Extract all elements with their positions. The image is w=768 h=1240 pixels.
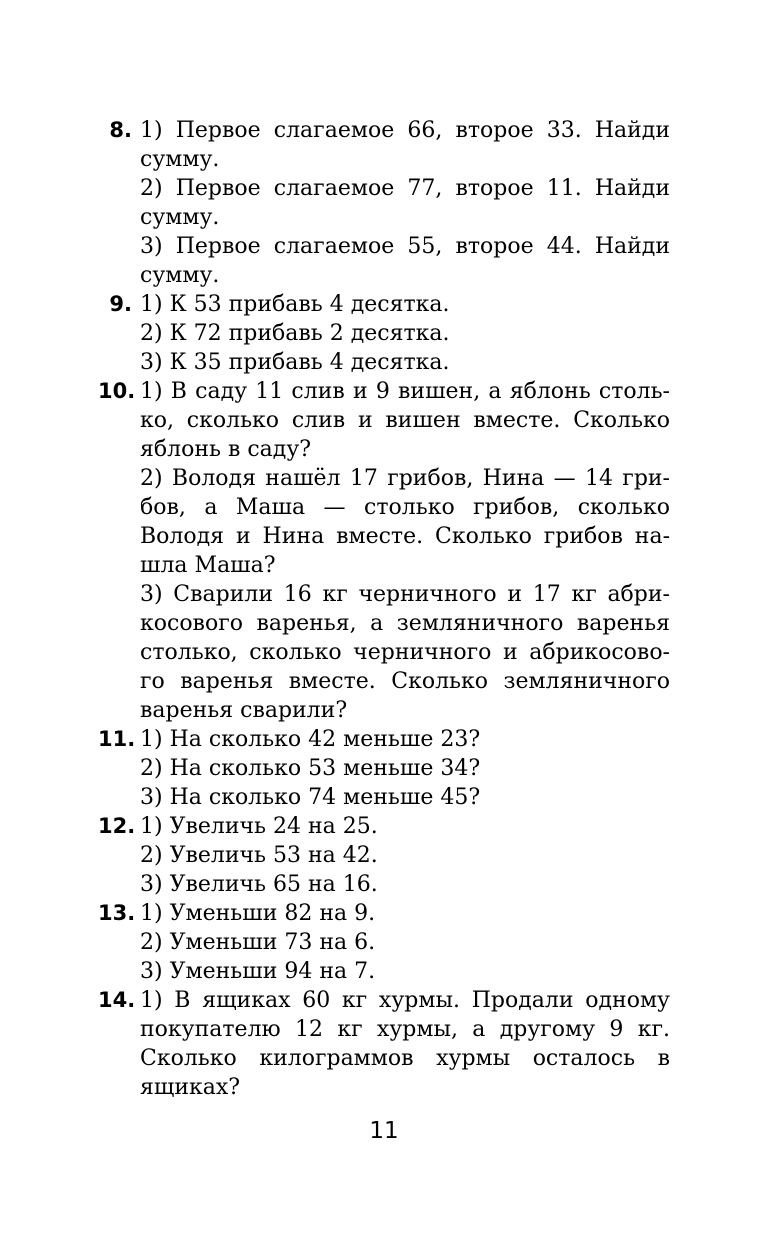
text-line: 2) Первое слагаемое 77, второе 11. Найди (140, 176, 670, 201)
problem-number: 9. (109, 292, 132, 316)
problem-part (140, 783, 670, 812)
text-line: 3) Уменьши 94 на 7. (140, 959, 376, 984)
problem-part (140, 754, 670, 783)
problem-number: 10. (98, 379, 136, 403)
text-line: покупателю 12 кг хурмы, а другому 9 кг. (140, 1017, 670, 1042)
text-line: ко, сколько слив и вишен вместе. Сколько (140, 408, 670, 433)
text-line: косового варенья, а земляничного варенья (140, 611, 670, 636)
text-line: го варенья вместе. Сколько земляничного (140, 669, 670, 694)
text-line: 3) Первое слагаемое 55, второе 44. Найди (140, 234, 670, 259)
problem-part (140, 464, 670, 580)
text-line: 1) В ящиках 60 кг хурмы. Продали одному (140, 988, 670, 1013)
text-line: 1) Уменьши 82 на 9. (140, 901, 376, 926)
problem-part (140, 812, 670, 841)
problem-part (140, 580, 670, 725)
problem-part (140, 348, 670, 377)
problem-number: 13. (98, 901, 136, 925)
text-line: столько, сколько черничного и абрикосово- (140, 640, 670, 665)
problem-number: 14. (98, 988, 136, 1012)
text-line: 3) На сколько 74 меньше 45? (140, 785, 481, 810)
text-line: 2) На сколько 53 меньше 34? (140, 756, 481, 781)
text-line: шла Маша? (140, 553, 276, 578)
problem-list (98, 116, 670, 1102)
text-line: варенья сварили? (140, 698, 348, 723)
text-line: 1) На сколько 42 меньше 23? (140, 727, 481, 752)
text-line: яблонь в саду? (140, 437, 312, 462)
problem-part (140, 928, 670, 957)
problem-part (140, 174, 670, 232)
problem-3 (98, 725, 670, 812)
text-line: 1) Первое слагаемое 66, второе 33. Найди (140, 118, 670, 143)
problem-2 (98, 377, 670, 725)
text-line: бов, а Маша — столько грибов, сколько (140, 495, 670, 520)
problem-5 (98, 899, 670, 986)
problem-part (140, 899, 670, 928)
problem-part (140, 290, 670, 319)
text-line: 1) Увеличь 24 на 25. (140, 814, 378, 839)
problem-part (140, 116, 670, 174)
text-line: 1) К 53 прибавь 4 десятка. (140, 292, 450, 317)
problem-1 (98, 290, 670, 377)
problem-part (140, 986, 670, 1102)
problem-part (140, 841, 670, 870)
text-line: 3) К 35 прибавь 4 десятка. (140, 350, 450, 375)
problem-6 (98, 986, 670, 1102)
text-line: ящиках? (140, 1075, 241, 1100)
text-line: сумму. (140, 263, 220, 288)
page-number: 11 (369, 1118, 399, 1144)
problem-part (140, 232, 670, 290)
text-line: 1) В саду 11 слив и 9 вишен, а яблонь столь- (140, 379, 670, 404)
problem-part (140, 377, 670, 464)
text-line: 2) Увеличь 53 на 42. (140, 843, 378, 868)
problem-number: 8. (109, 118, 132, 142)
problem-number: 12. (98, 814, 136, 838)
text-line: Володя и Нина вместе. Сколько грибов на- (140, 524, 670, 549)
text-line: 2) К 72 прибавь 2 десятка. (140, 321, 450, 346)
text-line: 2) Уменьши 73 на 6. (140, 930, 376, 955)
problem-part (140, 725, 670, 754)
text-line: 2) Володя нашёл 17 грибов, Нина — 14 гри- (140, 466, 670, 491)
problem-part (140, 957, 670, 986)
problem-0 (98, 116, 670, 290)
text-line: 3) Увеличь 65 на 16. (140, 872, 378, 897)
text-line: сумму. (140, 147, 220, 172)
problem-number: 11. (98, 727, 136, 751)
text-line: 3) Сварили 16 кг черничного и 17 кг абри- (140, 582, 670, 607)
text-line: сумму. (140, 205, 220, 230)
problem-part (140, 319, 670, 348)
text-line: Сколько килограммов хурмы осталось в (140, 1046, 670, 1071)
problem-part (140, 870, 670, 899)
problem-4 (98, 812, 670, 899)
